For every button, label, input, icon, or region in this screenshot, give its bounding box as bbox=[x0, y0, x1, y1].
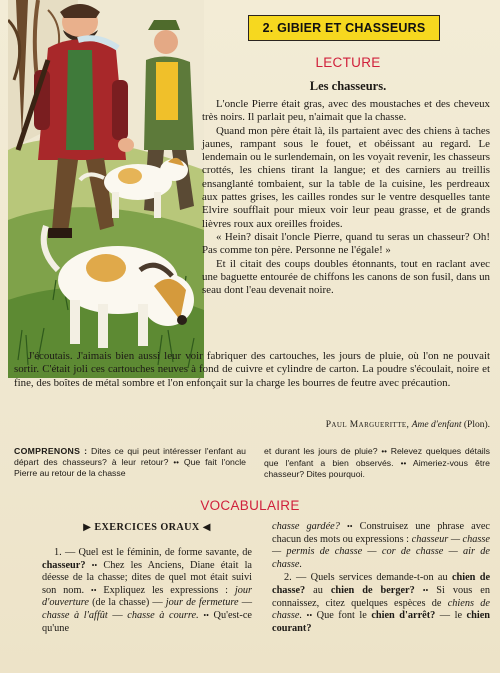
ex1-text: Expliquez les expressions : bbox=[103, 584, 228, 596]
separator-icon: •• bbox=[346, 522, 353, 531]
ex2-text: au bbox=[313, 584, 323, 596]
ex1-text: Chez les Anciens, Diane était la déesse de la chasse; dites de quel mot était suivi son nom. bbox=[42, 559, 252, 596]
ex1-text: (de la chasse) — bbox=[92, 597, 163, 609]
triangle-right-icon: ▶ bbox=[83, 522, 92, 533]
ex2-keyword: chien courant? bbox=[272, 610, 490, 634]
exercices-oraux-title bbox=[52, 521, 242, 533]
ex1-text: 1. — Quel est le féminin, de forme savante, de bbox=[54, 547, 252, 558]
ex2-text: Si vous en connaissez, citez quelques espèces de bbox=[272, 584, 490, 609]
ex2-expression: chiens de chasse. bbox=[272, 597, 490, 622]
triangle-left-icon: ◀ bbox=[202, 522, 211, 533]
ex1-text: Qu'est-ce qu'une bbox=[42, 609, 252, 634]
separator-icon: •• bbox=[173, 457, 179, 467]
reading-paragraph: Et il citait des coups doubles étonnants, tout en raclant avec une baguette entourée de chiffons les canons de son fusil, dans un seau dont l'eau devenait noire. bbox=[202, 257, 490, 297]
publisher: (Plon). bbox=[463, 420, 490, 430]
author-credit bbox=[14, 420, 490, 430]
exercise-1-continued bbox=[272, 521, 490, 571]
reading-paragraph: « Hein? disait l'oncle Pierre, quand tu seras un chasseur? Oh! Pas comme ton père. Personne ne l'égale! » bbox=[202, 230, 490, 257]
ex2-text: 2. — Quels services demande-t-on au bbox=[284, 572, 448, 584]
reading-paragraph: L'oncle Pierre était gras, avec des moustaches et des cheveux très noirs. Il parlait peu, n'aimait que la chasse. bbox=[202, 98, 490, 124]
hunters-illustration bbox=[8, 0, 204, 378]
separator-icon: •• bbox=[381, 447, 387, 456]
exercise-1: 1. — Quel est le féminin, de forme savante, de chasseur? •• Chez les Anciens, Diane était la déesse de la chasse; dites de quel mot était suivi son nom. •• Expliquez les expressions : jour d'ouverture (de la chasse) — jour de fermeture — chasse à l'affût — chasse à courre. •• Qu'est-ce qu'une bbox=[42, 547, 253, 634]
ex1-expression: jour de fermeture bbox=[165, 597, 239, 609]
reading-title: Les chasseurs. bbox=[309, 79, 387, 93]
separator-icon: •• bbox=[422, 585, 429, 595]
vocab-column-left bbox=[42, 547, 252, 636]
vocabulaire-heading: VOCABULAIRE bbox=[200, 498, 300, 513]
exercise-2 bbox=[272, 572, 490, 635]
reading-paragraph: J'écoutais. J'aimais bien aussi leur voir fabriquer des cartouches, les jours de pluie, où l'on ne pouvait sortir. C'était joli ces cartouches neuves à fond de cuivre et cylindre de carton. La poudre s'écoulait, noire et fine, des boîtes de métal sombre et l'on enfonçait sur la charge les bourres de feutre avec précaution. bbox=[14, 350, 490, 389]
comprenons-question: Que fait l'oncle Pierre au retour de la chasse bbox=[14, 456, 246, 479]
ex2-keyword: chien de berger? bbox=[330, 584, 415, 596]
separator-icon: •• bbox=[90, 585, 97, 595]
ex1-expression: chasse gardée? bbox=[272, 521, 340, 532]
ex2-keyword: chien d'arrêt? bbox=[371, 610, 436, 622]
separator-icon: •• bbox=[91, 560, 98, 570]
ex1-text: Construisez une phrase avec chacun des mots ou expressions : bbox=[272, 521, 490, 545]
comprenons-question: Dites ce qui peut intéresser l'enfant au départ des chasseurs? à leur retour? bbox=[14, 446, 246, 467]
ex1-keyword: chasseur? bbox=[42, 559, 86, 571]
comprenons-left bbox=[14, 446, 246, 479]
ex2-text: Que font le bbox=[316, 610, 367, 622]
ex1-expression: chasse à courre. bbox=[127, 609, 199, 621]
separator-icon: •• bbox=[400, 458, 407, 468]
comprenons-question: Relevez quelques détails que l'enfant a bien observés. bbox=[264, 446, 491, 468]
separator-icon: •• bbox=[306, 611, 313, 621]
ex1-expression: chasse à l'affût bbox=[42, 609, 108, 621]
vocab-column-right bbox=[272, 521, 490, 636]
ex2-keyword: chien de chasse? bbox=[272, 572, 491, 596]
author-name: Paul Margueritte, bbox=[325, 420, 410, 430]
comprenons-right bbox=[264, 446, 490, 480]
ex1-expression-list: cor de chasse — air de chasse. bbox=[272, 546, 491, 570]
comprenons-label: COMPRENONS : bbox=[14, 446, 88, 456]
separator-icon: •• bbox=[203, 610, 209, 620]
comprenons-question: Aimeriez-vous être chasseur? Dites pourquoi. bbox=[264, 457, 491, 480]
reading-paragraph: Quand mon père était là, ils partaient avec des chiens à taches jaunes, rampant sous le fouet, et obéissant au regard. Le lendemain ou le surlendemain, on les voyait revenir, les chasseurs crottés, les chiens tirant la langue; et des carniers au treillis ensanglanté tombaient, sur la table de la cuisine, les perdreaux aux pattes grises, les cailles rondes sur le ventre desquelles tante Elvire soufflait pour mieux voir leur peau grasse, et de grands lièvres roux aux oreilles froides. bbox=[202, 124, 490, 230]
ex2-text: — le bbox=[439, 610, 463, 622]
work-title: Ame d'enfant bbox=[411, 420, 462, 430]
reading-text-full bbox=[14, 350, 490, 390]
exercices-oraux-label: EXERCICES ORAUX bbox=[94, 522, 200, 533]
comprenons-question: et durant les jours de pluie? bbox=[264, 446, 378, 456]
chapter-title-box bbox=[248, 15, 440, 41]
ex1-expression-list: chasseur — chasse — permis de chasse — bbox=[272, 533, 491, 558]
lecture-heading: LECTURE bbox=[315, 55, 381, 70]
reading-text-column bbox=[202, 98, 490, 297]
chapter-title: 2. GIBIER ET CHASSEURS bbox=[262, 21, 426, 35]
ex1-expression: jour d'ouverture bbox=[42, 584, 253, 609]
